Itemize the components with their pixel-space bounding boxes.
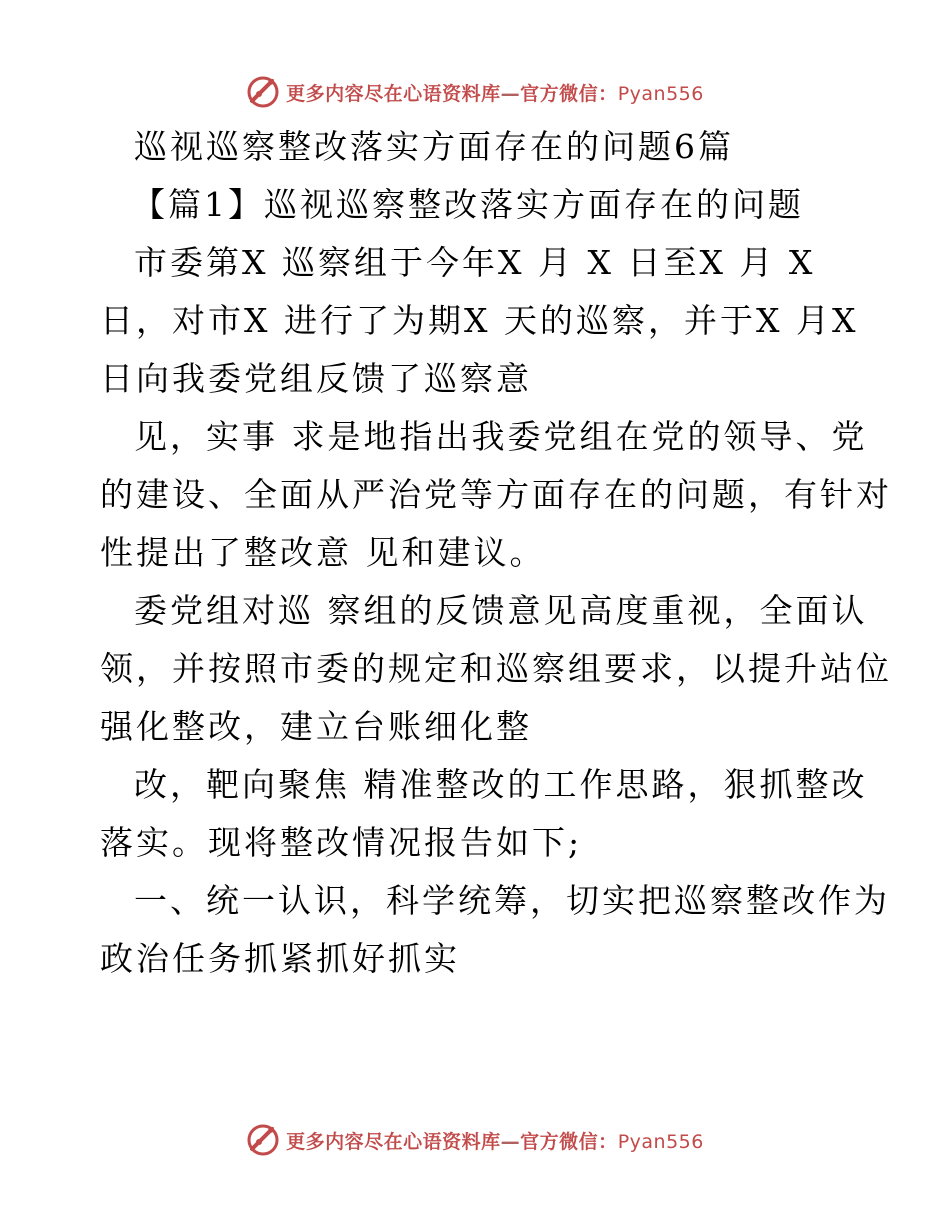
header-watermark	[0, 72, 950, 112]
watermark-wechat-id: Pyan556	[617, 1130, 704, 1153]
watermark-wechat-label: 官方微信：	[520, 82, 618, 105]
document-title: 巡视巡察整改落实方面存在的问题6篇	[134, 127, 734, 166]
watermark-wechat-id: Pyan556	[617, 82, 704, 105]
footer-watermark	[0, 1120, 950, 1160]
section-heading: 【篇1】巡视巡察整改落实方面存在的问题	[132, 185, 804, 224]
paragraph-line: 日，对市X 进行了为期X 天的巡察，并于X 月X	[100, 301, 859, 340]
paragraph-line: 政治任务抓紧抓好抓实	[100, 939, 460, 978]
watermark-text	[286, 1127, 704, 1154]
paragraph-line: 的建设、全面从严治党等方面存在的问题，有针对	[100, 475, 892, 514]
paragraph-line: 市委第X 巡察组于今年X 月 X 日至X 月 X	[134, 243, 816, 282]
watermark-separator: —	[500, 82, 521, 105]
paragraph-line: 改，靶向聚焦 精准整改的工作思路，狠抓整改	[134, 765, 868, 804]
watermark-text	[286, 79, 704, 106]
paragraph-line: 委党组对巡 察组的反馈意见高度重视，全面认	[134, 591, 868, 630]
paragraph-line: 见，实事 求是地指出我委党组在党的领导、党	[134, 417, 868, 456]
paragraph-line: 领，并按照市委的规定和巡察组要求，以提升站位	[100, 649, 892, 688]
watermark-brand: 更多内容尽在心语资料库	[286, 82, 501, 105]
watermark-brand: 更多内容尽在心语资料库	[286, 1130, 501, 1153]
watermark-wechat-label: 官方微信：	[520, 1130, 618, 1153]
paragraph-line: 性提出了整改意 见和建议。	[100, 533, 546, 572]
paragraph-line: 一、统一认识，科学统筹，切实把巡察整改作为	[134, 881, 890, 920]
brand-logo-icon	[246, 1123, 280, 1157]
paragraph-line: 强化整改，建立台账细化整	[100, 707, 532, 746]
paragraph-line: 落实。现将整改情况报告如下;	[100, 823, 583, 862]
paragraph-line: 日向我委党组反馈了巡察意	[100, 359, 532, 398]
brand-logo-icon	[246, 75, 280, 109]
document-body	[100, 118, 892, 988]
watermark-separator: —	[500, 1130, 521, 1153]
